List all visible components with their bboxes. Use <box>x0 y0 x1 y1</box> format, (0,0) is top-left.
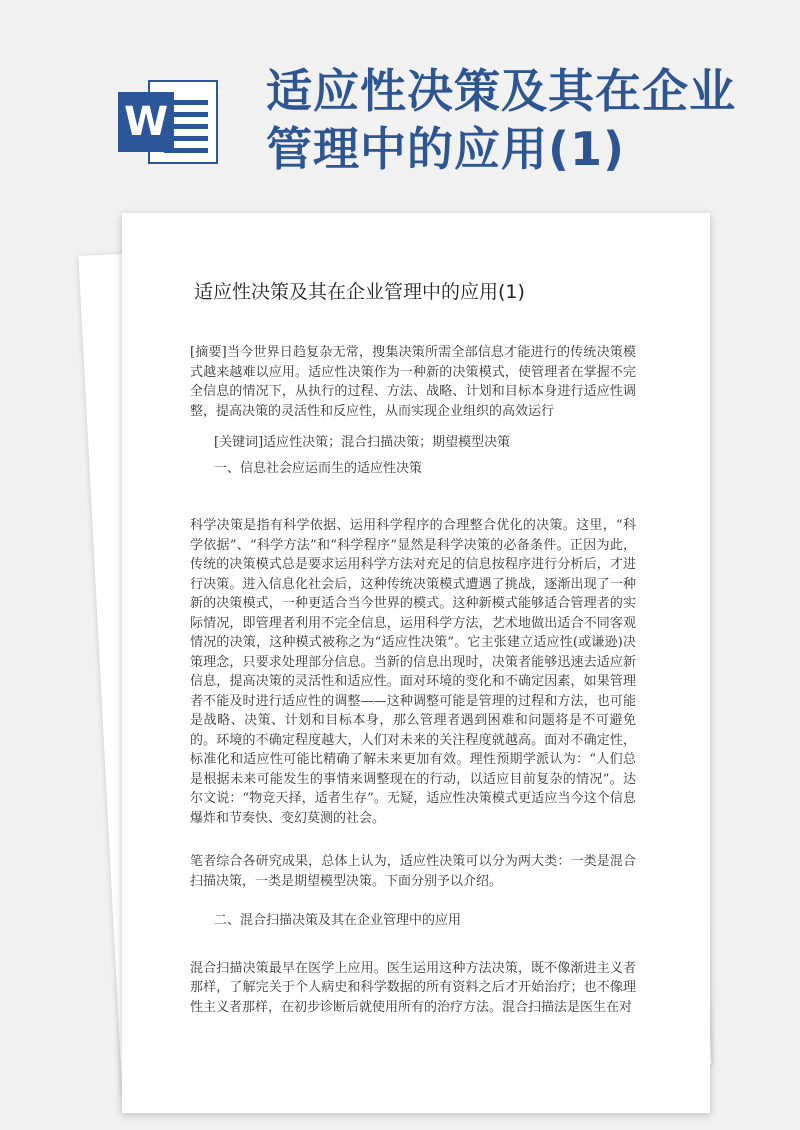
document-page <box>122 213 710 1113</box>
body-paragraph-3: 混合扫描决策最早在医学上应用。医生运用这种方法决策，既不像渐进主义者那样，了解完关于个人病史和科学数据的所有资料之后才开始治疗；也不像理性主义者那样，在初步诊断后就使用所有的治疗方法。混合扫描法是医生在对 <box>190 960 636 1015</box>
document-body <box>190 343 636 1017</box>
body-paragraph-1: 科学决策是指有科学依据、运用科学程序的合理整合优化的决策。这里，“科学依据”、“科学方法”和“科学程序”显然是科学决策的必备条件。正因为此，传统的决策模式总是要求运用科学方法对充足的信息按程序进行分析后，才进行决策。进入信息化社会后，这种传统决策模式遭遇了挑战，逐渐出现了一种新的决策模式，一种更适合当今世界的模式。这种新模式能够适合管理者的实际情况，即管理者利用不完全信息，运用科学方法，艺术地做出适合不同客观情况的决策，这种模式被称之为“适应性决策”。它主张建立适应性(或谦逊)决策理念，只要求处理部分信息。当新的信息出现时，决策者能够迅速去适应新信息，提高决策的灵活性和适应性。面对环境的变化和不确定因素，如果管理者不能及时进行适应性的调整——这种调整可能是管理的过程和方法，也可能是战略、决策、计划和目标本身，那么管理者遇到困难和问题将是不可避免的。环境的不确定程度越大，人们对未来的关注程度就越高。面对不确定性，标准化和适应性可能比精确了解未来更加有效。理性预期学派认为：“人们总是根据未来可能发生的事情来调整现在的行动，以适应目前复杂的情况”。达尔文说：“物竞天择，适者生存”。无疑，适应性决策模式更适应当今这个信息爆炸和节奏快、变幻莫测的社会。 <box>190 518 636 826</box>
body-paragraph-2: 笔者综合各研究成果，总体上认为，适应性决策可以分为两大类：一类是混合扫描决策，一类是期望模型决策。下面分别予以介绍。 <box>190 854 636 889</box>
section-heading-1: 一、信息社会应运而生的适应性决策 <box>214 460 423 476</box>
header-banner <box>0 0 800 210</box>
banner-title: 适应性决策及其在企业管理中的应用(1) <box>266 64 736 176</box>
section-heading-2: 二、混合扫描决策及其在企业管理中的应用 <box>214 913 462 928</box>
word-document-icon <box>110 72 222 168</box>
abstract-paragraph: [摘要]当今世界日趋复杂无常，搜集决策所需全部信息才能进行的传统决策模式越来越难以应用。适应性决策作为一种新的决策模式，使管理者在掌握不完全信息的情况下，从执行的过程、方法、战略、计划和目标本身进行适应性调整，提高决策的灵活性和反应性，从而实现企业组织的高效运行 <box>190 345 636 419</box>
word-icon-letter: W <box>118 92 174 152</box>
document-title: 适应性决策及其在企业管理中的应用(1) <box>194 281 525 303</box>
keywords-line: [关键词]适应性决策；混合扫描决策；期望模型决策 <box>214 435 511 450</box>
